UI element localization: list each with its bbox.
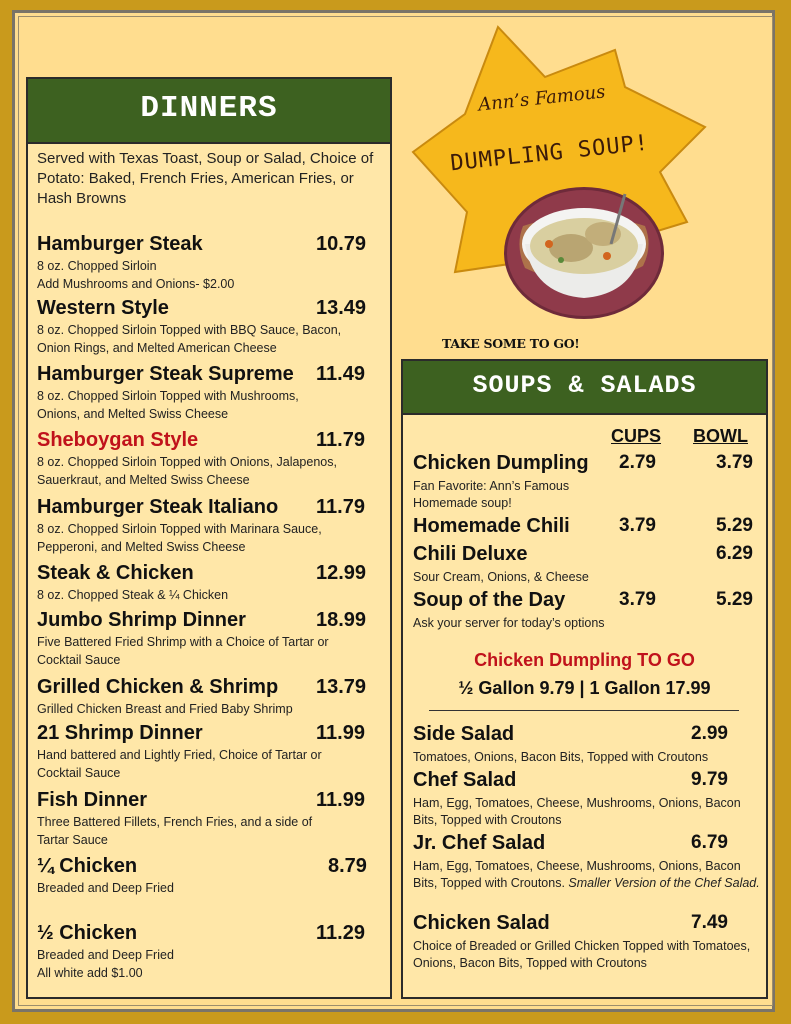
item-price: 6.79 (691, 832, 728, 853)
item-price: 11.99 (316, 789, 365, 811)
menu-item (37, 496, 377, 556)
item-desc-note: Smaller Version of the Chef Salad. (568, 876, 760, 890)
item-desc: Pepperoni, and Melted Swiss Cheese (37, 540, 246, 554)
item-name: Jumbo Shrimp Dinner (37, 609, 246, 631)
item-desc-text: Ham, Egg, Tomatoes, Cheese, Mushrooms, Onions, Bacon Bits, Topped with Croutons. (413, 859, 741, 890)
item-name: Soup of the Day (413, 589, 566, 611)
salad-item (413, 912, 761, 972)
item-desc: 8 oz. Chopped Steak & ¼ Chicken (37, 588, 229, 602)
item-name: Side Salad (413, 723, 515, 745)
soups-salads-header: SOUPS & SALADS (403, 361, 766, 415)
item-desc: Tartar Sauce (37, 833, 108, 847)
item-name: 21 Shrimp Dinner (37, 722, 203, 744)
item-desc: Add Mushrooms and Onions- $2.00 (37, 277, 235, 291)
item-name: Steak & Chicken (37, 562, 194, 584)
item-desc: 8 oz. Chopped Sirloin Topped with Marinara Sauce, (37, 522, 322, 536)
salad-item (413, 769, 761, 829)
item-desc: Cocktail Sauce (37, 766, 121, 780)
item-name: ½ Chicken (37, 922, 138, 944)
dinners-intro: Served with Texas Toast, Soup or Salad, Choice of Potato: Baked, French Fries, American Fries, or Hash Browns (37, 150, 374, 207)
item-name: Western Style (37, 297, 169, 319)
item-name: ¼ Chicken (37, 855, 138, 877)
item-name: Homemade Chili (413, 515, 570, 537)
feature-title: DUMPLING SOUP! (449, 130, 651, 177)
item-price: 13.49 (316, 297, 367, 319)
item-desc: Three Battered Fillets, French Fries, and a side of (37, 815, 313, 829)
item-desc: Sour Cream, Onions, & Cheese (413, 570, 589, 584)
item-desc: Ask your server for today’s options (413, 616, 605, 630)
item-name: Jr. Chef Salad (413, 832, 546, 854)
soup-bowl-photo (503, 186, 665, 320)
item-desc: 8 oz. Chopped Sirloin Topped with Onions, Jalapenos, (37, 455, 337, 469)
item-desc: Sauerkraut, and Melted Swiss Cheese (37, 473, 250, 487)
menu-item (37, 609, 377, 669)
item-name: Chef Salad (413, 769, 517, 791)
item-desc: All white add $1.00 (37, 966, 143, 980)
section-divider (429, 710, 739, 711)
dinners-header: DINNERS (28, 79, 390, 144)
salad-item (413, 723, 761, 766)
menu-item (37, 676, 377, 718)
item-price: 9.79 (691, 769, 728, 790)
bowl-price: 5.29 (716, 589, 753, 610)
item-name: Sheboygan Style (37, 429, 199, 451)
cups-column-header: CUPS (611, 426, 662, 446)
item-desc: 8 oz. Chopped Sirloin Topped with Mushrooms, (37, 389, 299, 403)
item-desc: Ham, Egg, Tomatoes, Cheese, Mushrooms, Onions, Bacon Bits, Topped with Croutons (413, 796, 741, 827)
item-price: 7.49 (691, 912, 728, 933)
item-price: 12.99 (316, 562, 367, 584)
salad-item (413, 832, 761, 892)
soups-salads-panel (401, 359, 768, 999)
bowl-price: 6.29 (716, 543, 753, 564)
item-price: 10.79 (316, 233, 367, 255)
item-name: Grilled Chicken & Shrimp (37, 676, 279, 698)
item-name: Hamburger Steak Supreme (37, 363, 294, 385)
item-desc: 8 oz. Chopped Sirloin (37, 259, 157, 273)
menu-item (37, 429, 377, 489)
feature-subtitle: Ann’s Famous (477, 81, 607, 116)
item-name: Chicken Dumpling (413, 452, 589, 474)
item-price: 11.79 (316, 496, 365, 518)
item-desc (413, 858, 761, 892)
item-name: Chicken Salad (413, 912, 550, 934)
cup-price: 3.79 (619, 589, 656, 610)
menu-item (37, 363, 377, 423)
soup-item (413, 515, 761, 541)
item-desc: Cocktail Sauce (37, 653, 121, 667)
item-desc: Choice of Breaded or Grilled Chicken Topped with Tomatoes, Onions, Bacon Bits, Topped with Croutons (413, 939, 751, 970)
menu-item (37, 297, 377, 357)
menu-item (37, 855, 377, 897)
item-price: 11.49 (316, 363, 365, 385)
item-desc: Homemade soup! (413, 496, 512, 510)
item-desc: Breaded and Deep Fried (37, 881, 174, 895)
bowl-price: 3.79 (716, 452, 753, 473)
menu-item (37, 789, 377, 849)
item-price: 8.79 (328, 855, 367, 877)
item-desc: Hand battered and Lightly Fried, Choice of Tartar or (37, 748, 322, 762)
item-name: Hamburger Steak (37, 233, 203, 255)
togo-title: Chicken Dumpling TO GO (474, 650, 695, 670)
item-price: 18.99 (316, 609, 367, 631)
item-price: 2.99 (691, 723, 728, 744)
item-desc: Onions, and Melted Swiss Cheese (37, 407, 229, 421)
item-desc: Breaded and Deep Fried (37, 948, 174, 962)
item-desc: Five Battered Fried Shrimp with a Choice of Tartar or (37, 635, 329, 649)
soup-item (413, 452, 761, 512)
menu-item (37, 562, 377, 604)
item-name: Hamburger Steak Italiano (37, 496, 279, 518)
item-price: 11.29 (316, 922, 365, 944)
take-some-to-go-label: TAKE SOME TO GO! (442, 336, 580, 351)
item-price: 11.79 (316, 429, 365, 451)
bowl-column-header: BOWL (693, 426, 748, 446)
soup-item (413, 589, 761, 632)
bowl-price: 5.29 (716, 515, 753, 536)
item-price: 11.99 (316, 722, 365, 744)
item-desc: Fan Favorite: Ann’s Famous (413, 479, 570, 493)
cup-price: 2.79 (619, 452, 656, 473)
dinners-panel (26, 77, 392, 999)
soup-item (413, 543, 761, 586)
item-name: Chili Deluxe (413, 543, 528, 565)
item-price: 13.79 (316, 676, 367, 698)
item-desc: Tomatoes, Onions, Bacon Bits, Topped with Croutons (413, 750, 709, 764)
menu-item (37, 233, 377, 293)
item-name: Fish Dinner (37, 789, 148, 811)
togo-prices: ½ Gallon 9.79 | 1 Gallon 17.99 (458, 678, 711, 698)
menu-item (37, 922, 377, 982)
item-desc: Grilled Chicken Breast and Fried Baby Shrimp (37, 702, 293, 716)
cup-price: 3.79 (619, 515, 656, 536)
item-desc: 8 oz. Chopped Sirloin Topped with BBQ Sauce, Bacon, (37, 323, 342, 337)
item-desc: Onion Rings, and Melted American Cheese (37, 341, 277, 355)
menu-item (37, 722, 377, 782)
